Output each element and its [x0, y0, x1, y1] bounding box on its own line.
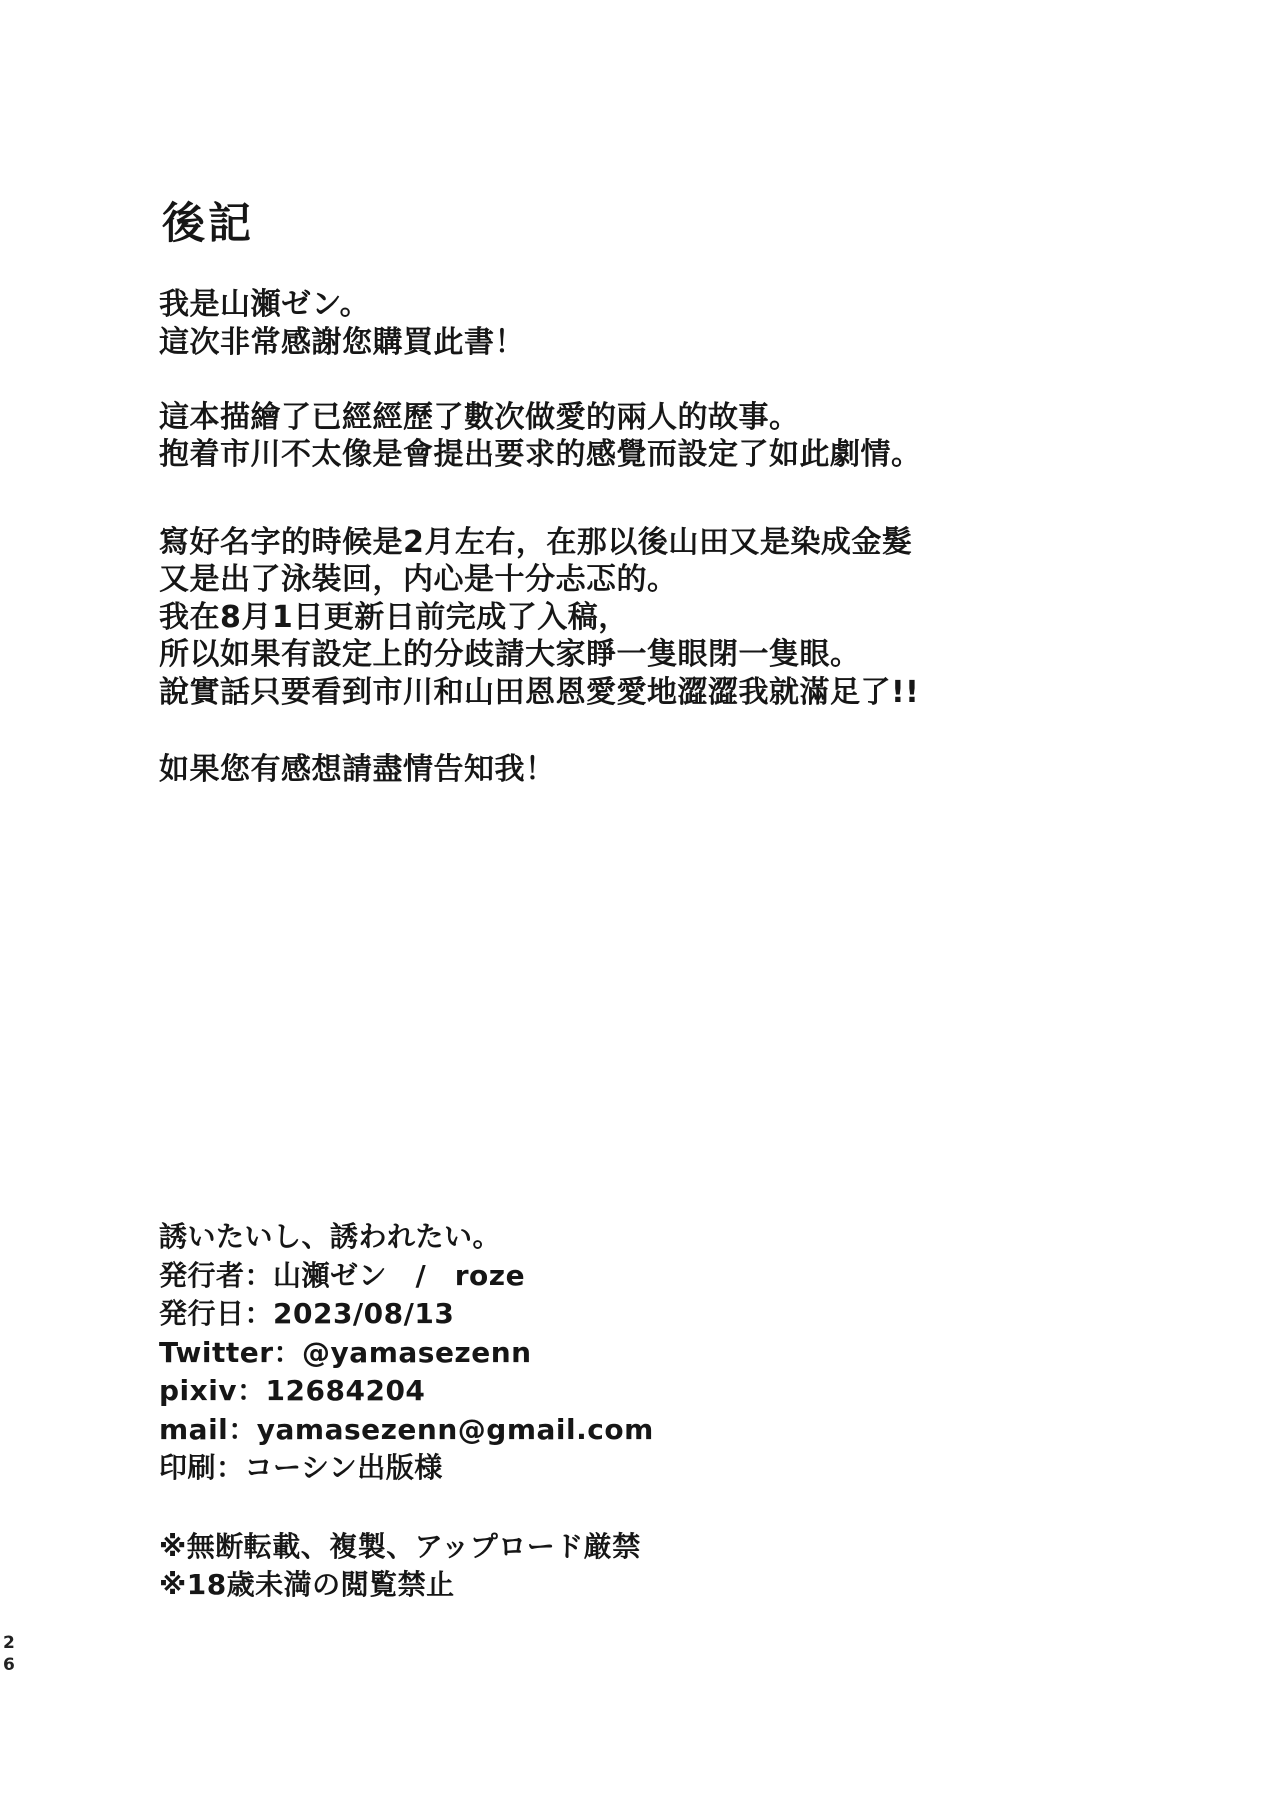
body-line: 又是出了泳裝回，内心是十分忐忑的。 — [159, 562, 678, 597]
page-number: 26 — [3, 1633, 15, 1675]
page-title: 後記 — [162, 199, 254, 249]
body-line: 這次非常感謝您購買此書！ — [159, 324, 525, 360]
body-line: 所以如果有設定上的分歧請大家睜一隻眼閉一隻眼。 — [159, 637, 861, 672]
body-line: 這本描繪了已經經歷了數次做愛的兩人的故事。 — [159, 399, 800, 435]
colophon — [159, 1218, 654, 1605]
colophon-publisher: 発行者：山瀬ゼン / roze — [159, 1258, 526, 1292]
colophon-printer: 印刷：コーシン出版様 — [159, 1451, 443, 1484]
afterword-body — [159, 286, 922, 789]
production-paragraph — [159, 524, 922, 712]
story-paragraph — [159, 399, 922, 474]
greeting-paragraph — [159, 286, 922, 361]
body-line: 說實話只要看到市川和山田恩恩愛愛地澀澀我就滿足了!! — [159, 674, 920, 710]
notice-age-restriction: ※18歳未満の閲覧禁止 — [159, 1568, 455, 1601]
colophon-book-title: 誘いたいし、誘われたい。 — [159, 1220, 502, 1253]
colophon-pixiv: pixiv：12684204 — [159, 1374, 426, 1407]
notice-no-repost: ※無断転載、複製、アップロード厳禁 — [159, 1529, 641, 1563]
body-line: 我在8月1日更新日前完成了入稿， — [159, 599, 629, 635]
colophon-twitter: Twitter：@yamasezenn — [159, 1335, 532, 1369]
body-line: 如果您有感想請盡情告知我！ — [159, 752, 556, 787]
body-line: 我是山瀬ゼン。 — [159, 287, 371, 322]
colophon-mail: mail：yamasezenn@gmail.com — [159, 1412, 654, 1446]
body-line: 寫好名字的時候是2月左右，在那以後山田又是染成金髮 — [159, 524, 913, 560]
colophon-publish-date: 発行日：2023/08/13 — [159, 1297, 455, 1330]
body-line: 抱着市川不太像是會提出要求的感覺而設定了如此劇情。 — [159, 437, 922, 472]
closing-paragraph — [159, 751, 922, 789]
copyright-notices — [159, 1528, 654, 1605]
